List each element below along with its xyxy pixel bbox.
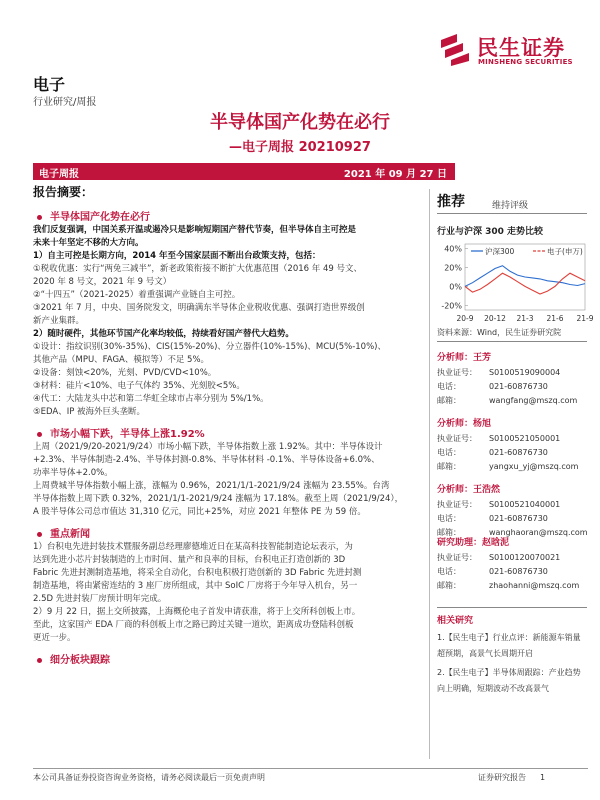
report-date: 2021 年 09 月 27 日 — [343, 169, 447, 180]
section-2-body — [33, 441, 421, 519]
analyst-contact-row — [437, 513, 548, 524]
footer-disclaimer: 本公司具备证券投资咨询业务资格，请务必阅读最后一页免责声明 — [33, 773, 265, 782]
body-line: 制造基地，将由紧密连结的 3 座厂房所组成，其中 SoIC 厂房将于今年导入机台，另一 — [33, 581, 358, 591]
section-heading-1: 半导体国产化势在必行 — [37, 208, 150, 223]
section-1-body — [33, 224, 421, 419]
contact-key: 邮箱： — [437, 462, 461, 471]
body-line: 达到先进小芯片封装制造的上市时间、量产和良率的目标，台积电正打造创新的 3D — [33, 555, 346, 565]
section-heading-4: 细分板块跟踪 — [37, 651, 110, 666]
body-line: 功率半导体+2.0%。 — [33, 468, 113, 478]
bullet-icon — [37, 532, 42, 537]
analyst-heading: 分析师：杨旭 — [437, 419, 492, 429]
contact-value: S0100519090004 — [489, 368, 561, 377]
contact-key: 执业证号： — [437, 434, 477, 443]
footer-right — [478, 772, 545, 783]
recommendation: 推荐 — [437, 194, 465, 210]
logo-name: 民生证券 — [477, 36, 565, 60]
bullet-icon — [37, 215, 42, 220]
page-number: 1 — [540, 773, 546, 782]
body-line: 新产业集群。 — [33, 316, 85, 326]
analyst-heading: 研究助理：赵晗泥 — [437, 538, 510, 548]
body-line: ②“十四五”（2021-2025）着重强调产业链自主可控。 — [33, 290, 241, 300]
divider — [437, 213, 587, 214]
analyst-contact-row — [437, 447, 548, 458]
x-tick-label: 20-12 — [484, 314, 506, 323]
section-heading-2: 市场小幅下跌，半导体上涨1.92% — [37, 425, 205, 440]
body-line: 2020 年 8 号文，2021 年 9 号文） — [33, 277, 172, 287]
body-line: ①税收优惠：实行“两免三减半”，新老政策衔接不断扩大优惠范围（2016 年 49 号文、 — [33, 264, 362, 274]
body-line: ①设计：指纹识别(30%-35%)、CIS(15%-20%)、分立器件(10%-15%)、MCU(5%-10%)、 — [33, 342, 386, 352]
contact-value[interactable]: yangxu_yj@mszq.com — [489, 462, 579, 471]
body-line: 2）随时硬件，其他环节国产化率均较低，持续看好国产替代大趋势。 — [33, 329, 294, 339]
broker-logo — [437, 30, 587, 70]
related-report-line: 1.【民生电子】行业点评：新能源车销量 — [437, 633, 581, 642]
related-report[interactable] — [437, 665, 589, 697]
contact-key: 执业证号： — [437, 368, 477, 377]
analyst-contact-row — [437, 552, 560, 563]
body-line: 1）自主可控是长期方向，2014 年至今国家层面不断出台政策支持，包括： — [33, 251, 321, 261]
analyst-contact-row — [437, 367, 560, 378]
contact-value: 021-60876730 — [489, 567, 548, 576]
contact-value: 021-60876730 — [489, 514, 548, 523]
header-bar-label: 电子周报 — [39, 169, 79, 180]
contact-value[interactable]: zhaohanni@mszq.com — [489, 581, 580, 590]
contact-key: 电话： — [437, 567, 461, 576]
related-report-line: 超预期，高景气长周期开启 — [437, 649, 533, 658]
body-line: 上周费城半导体指数小幅上涨，涨幅为 0.96%，2021/1/1-2021/9/24 涨幅为 23.55%。台湾 — [33, 481, 390, 491]
related-report[interactable] — [437, 630, 589, 662]
header-bar — [33, 163, 455, 180]
report-type: 行业研究/周报 — [33, 97, 97, 108]
y-tick-label: -20% — [441, 301, 462, 311]
rating: 维持评级 — [492, 201, 529, 211]
body-line: 半导体指数上周下跌 0.32%，2021/1/1-2021/9/24 涨幅为 17.18%。截至上周（2021/9/24）， — [33, 494, 404, 504]
body-line: ⑤EDA、IP 被海外巨头垄断。 — [33, 407, 146, 417]
analyst-contact-row — [437, 566, 548, 577]
body-line: Fabric 先进封测制造基地，将采全自动化，台积电积极打造创新的 3D Fabric 先进封测 — [33, 568, 362, 578]
minsheng-logo-icon — [437, 30, 473, 66]
report-title: 半导体国产化势在必行 — [210, 112, 390, 133]
bullet-icon — [37, 658, 42, 663]
body-line: 其他产品（MPU、FAGA、模拟等）不足 5%。 — [33, 355, 210, 365]
y-tick-label: 20% — [444, 263, 462, 273]
analyst-contact-row — [437, 381, 548, 392]
related-heading: 相关研究 — [437, 616, 474, 626]
contact-value: S0100120070021 — [489, 553, 561, 562]
related-report-line: 向上明确，短期波动不改高景气 — [437, 684, 549, 693]
analyst-heading: 分析师：王浩然 — [437, 485, 501, 495]
y-tick-label: 40% — [444, 244, 462, 254]
divider — [437, 341, 587, 342]
contact-value[interactable]: wangfang@mszq.com — [489, 396, 578, 405]
summary-heading: 报告摘要： — [33, 185, 94, 199]
footer-label: 证券研究报告 — [478, 773, 526, 782]
body-line: 2）9 月 22 日，据上交所披露，上海概伦电子首发申请获准，将于上交所科创板上市。 — [33, 607, 361, 617]
contact-key: 电话： — [437, 382, 461, 391]
x-tick-label: 20-9 — [456, 314, 474, 323]
legend-label: 沪深300 — [485, 247, 515, 256]
analyst-contact-row — [437, 580, 579, 591]
body-line: 我们反复强调，中国关系开温或遏冷只是影响短期国产替代节奏，但半导体自主可控是 — [33, 225, 357, 235]
contact-value: 021-60876730 — [489, 382, 548, 391]
body-line: +2.3%、半导体制造-2.4%、半导体封测-0.8%、半导体材料 -0.1%、半导体设备+6.0%、 — [33, 455, 380, 465]
x-tick-label: 21-6 — [546, 314, 564, 323]
contact-key: 电话： — [437, 448, 461, 457]
section-3-body — [33, 541, 421, 645]
chart-source: 资料来源：Wind，民生证券研究院 — [437, 328, 562, 337]
body-line: ③材料：硅片<10%、电子气体约 35%、光刻胶<5%。 — [33, 381, 245, 391]
contact-value: 021-60876730 — [489, 448, 548, 457]
contact-key: 电话： — [437, 514, 461, 523]
contact-value[interactable]: wanghaoran@mszq.com — [489, 528, 588, 537]
related-report-line: 2.【民生电子】半导体周跟踪：产业趋势 — [437, 668, 581, 677]
x-tick-label: 21-3 — [516, 314, 534, 323]
analyst-contact-row — [437, 461, 578, 472]
body-line: 2.5D 先进封装厂房预计明年完成。 — [33, 594, 167, 604]
chart-title: 行业与沪深 300 走势比较 — [437, 227, 544, 237]
body-line: ③2021 年 7 月，中央、国务院发文，明确满东半导体企业税收优惠、强调打造世界级创 — [33, 303, 365, 313]
body-line: 上周（2021/9/20-2021/9/24）市场小幅下跌，半导体指数上涨 1.92%。其中：半导体设计 — [33, 442, 383, 452]
y-tick-label: 0% — [449, 282, 462, 292]
body-line: 更近一步。 — [33, 633, 76, 643]
analyst-contact-row — [437, 433, 560, 444]
contact-value: S0100521050001 — [489, 434, 561, 443]
report-subtitle: —电子周报 20210927 — [229, 140, 371, 155]
contact-key: 执业证号： — [437, 553, 477, 562]
footer-divider — [33, 768, 588, 769]
x-tick-label: 21-9 — [576, 314, 594, 323]
legend-label: 电子(申万) — [547, 247, 583, 256]
body-line: 未来十年坚定不移的大方向。 — [33, 238, 144, 248]
logo-english: MINSHENG SECURITIES — [478, 58, 573, 66]
body-line: ②设备：刻蚀<20%，光刻、PVD/CVD<10%。 — [33, 368, 217, 378]
contact-key: 邮箱： — [437, 396, 461, 405]
contact-value: S0100521040001 — [489, 500, 561, 509]
contact-key: 邮箱： — [437, 528, 461, 537]
analyst-contact-row — [437, 395, 577, 406]
analyst-contact-row — [437, 499, 560, 510]
bullet-icon — [37, 432, 42, 437]
sector-name: 电子 — [33, 75, 66, 94]
column-divider — [429, 189, 430, 759]
body-line: 1）台积电先进封装技术暨服务副总经理廖德堆近日在某高科技智能制造论坛表示，为 — [33, 542, 353, 552]
section-heading-3: 重点新闻 — [37, 525, 90, 540]
body-line: 至此，这家国产 EDA 厂商的科创板上市之路已跨过关键一道坎，距离成功登陆科创板 — [33, 620, 354, 630]
divider — [437, 607, 587, 608]
contact-key: 邮箱： — [437, 581, 461, 590]
body-line: ④代工：大陆龙头中芯和第二华虹全球市占率分别为 5%/1%。 — [33, 394, 269, 404]
analyst-heading: 分析师：王芳 — [437, 353, 492, 363]
body-line: A 股半导体公司总市值达 31,310 亿元，同比+25%，对应 2021 年整体 PE 为 59 倍。 — [33, 507, 366, 517]
contact-key: 执业证号： — [437, 500, 477, 509]
performance-chart — [437, 238, 594, 324]
